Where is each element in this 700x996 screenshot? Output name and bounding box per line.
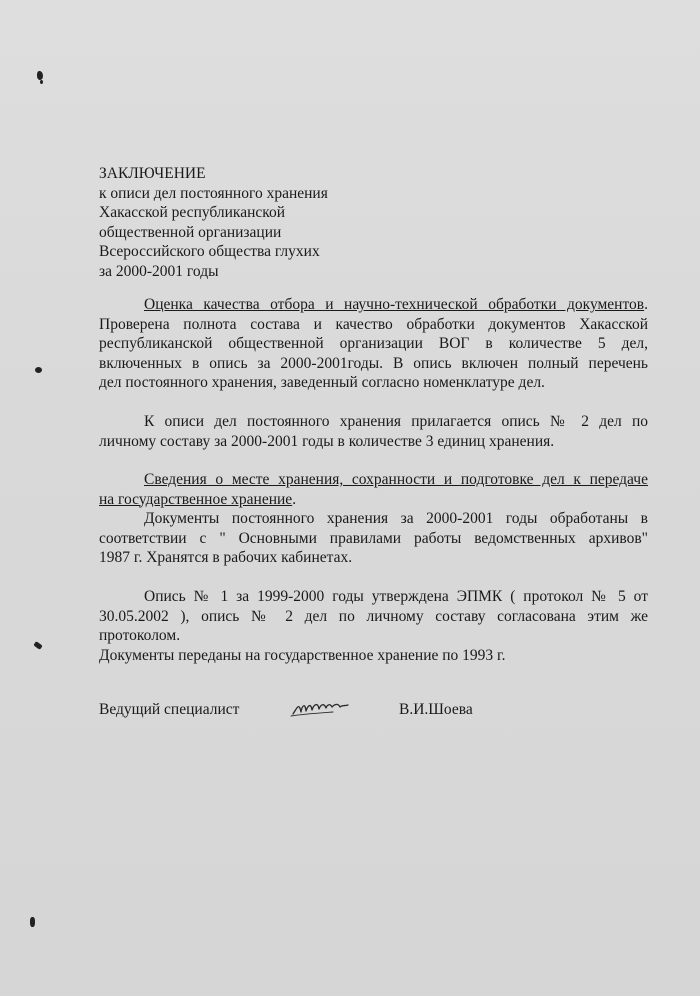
header-line: общественной организации xyxy=(99,223,282,241)
section-heading-line: Оценка качества отбора и научно-технической обработки документов. xyxy=(144,296,648,313)
paragraph-line: личному составу за 2000-2001 годы в количестве 3 единиц хранения. xyxy=(99,432,555,450)
section-approval xyxy=(99,587,648,665)
document-title: ЗАКЛЮЧЕНИЕ xyxy=(99,165,206,182)
scan-mark xyxy=(40,80,43,84)
scan-mark xyxy=(35,367,42,373)
paragraph-line: 1987 г. Хранятся в рабочих кабинетах. xyxy=(99,549,353,566)
header-line: за 2000-2001 годы xyxy=(99,262,219,280)
header-line: Всероссийского общества глухих xyxy=(99,243,320,260)
paragraph-line: 30.05.2002 ), опись № 2 дел по личному составу согласована этим же xyxy=(99,607,648,625)
paragraph-line: протоколом. xyxy=(99,627,181,644)
paragraph-line: К описи дел постоянного хранения прилагается опись № 2 дел по xyxy=(144,413,648,430)
paragraph-line: соответствии с " Основными правилами работы ведомственных архивов" xyxy=(99,529,648,547)
section-attachment xyxy=(99,412,648,451)
paragraph-line: Документы постоянного хранения за 2000-2001 годы обработаны в xyxy=(144,510,648,527)
handwritten-signature xyxy=(289,694,351,720)
scan-mark xyxy=(33,641,42,650)
paragraph-line: включенных в опись за 2000-2001годы. В опись включен полный перечень xyxy=(99,354,648,372)
section-heading: на государственное хранение xyxy=(99,490,293,508)
section-heading-line: на государственное хранение. xyxy=(99,490,297,508)
section-quality-assessment xyxy=(99,295,648,393)
section-heading: Сведения о месте хранения, сохранности и подготовке дел к передаче xyxy=(144,471,648,488)
signatory-position: Ведущий специалист xyxy=(99,701,240,718)
section-heading: Оценка качества отбора и научно-технической обработки документов xyxy=(144,296,645,313)
scan-mark xyxy=(30,917,35,927)
scan-mark xyxy=(37,71,43,80)
paragraph-line: дел постоянного хранения, заведенный согласно номенклатуре дел. xyxy=(99,374,545,391)
paragraph-line: республиканской общественной организации ВОГ в количестве 5 дел, xyxy=(99,335,648,352)
paragraph-line: Документы переданы на государственное хранение по 1993 г. xyxy=(99,646,506,664)
header-line: Хакасской республиканской xyxy=(99,204,286,221)
paragraph-line: Проверена полнота состава и качество обработки документов Хакасской xyxy=(99,315,648,333)
document-header xyxy=(99,164,328,281)
paragraph-line: Опись № 1 за 1999-2000 годы утверждена ЭПМК ( протокол № 5 от xyxy=(144,588,648,605)
header-line: к описи дел постоянного хранения xyxy=(99,184,328,202)
section-storage-info xyxy=(99,470,648,568)
signatory-name: В.И.Шоева xyxy=(399,701,473,718)
